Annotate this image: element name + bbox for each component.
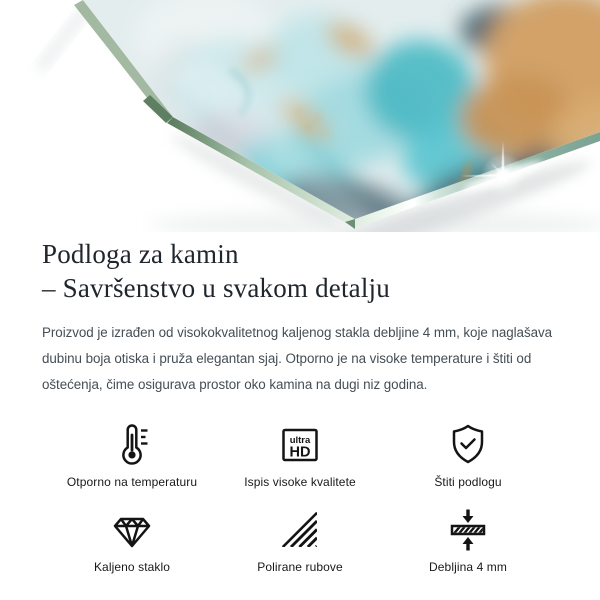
thickness-icon	[444, 506, 492, 554]
feature-thickness	[384, 506, 552, 574]
page-title-line1: Podloga za kamin	[42, 239, 239, 269]
feature-label: Debljina 4 mm	[429, 559, 507, 574]
feature-label: Polirane rubove	[257, 559, 343, 574]
feature-label: Otporno na temperaturu	[66, 474, 198, 489]
feature-temperature	[48, 421, 216, 489]
glass-panel-photo	[0, 0, 600, 232]
feature-protection	[384, 421, 552, 489]
svg-text:HD: HD	[289, 444, 311, 461]
page-title	[42, 238, 562, 305]
feature-grid	[42, 421, 562, 574]
feature-polished-edges	[216, 506, 384, 574]
shield-check-icon	[444, 421, 492, 469]
feature-tempered-glass	[48, 506, 216, 574]
ultra-hd-icon	[276, 421, 324, 469]
feature-label: Štiti podlogu	[434, 474, 502, 489]
svg-text:ultra: ultra	[289, 434, 311, 446]
polished-edge-icon	[276, 506, 324, 554]
feature-label: Ispis visoke kvalitete	[244, 474, 356, 489]
diamond-icon	[108, 506, 156, 554]
feature-print-quality	[216, 421, 384, 489]
product-description: Proizvod je izrađen od visokokvalitetnog kaljenog stakla debljine 4 mm, koje naglašava dubinu boja otiska i pruža elegantan sjaj. Otporno je na visoke temperature i štiti od oštećenja, čime osigurava prostor oko kamina na dugi niz godina.	[42, 325, 553, 393]
feature-label: Kaljeno staklo	[93, 559, 171, 574]
thermometer-icon	[108, 421, 156, 469]
product-image	[0, 0, 600, 232]
product-text-block	[0, 232, 600, 574]
page-title-line2: – Savršenstvo u svakom detalju	[42, 272, 390, 303]
